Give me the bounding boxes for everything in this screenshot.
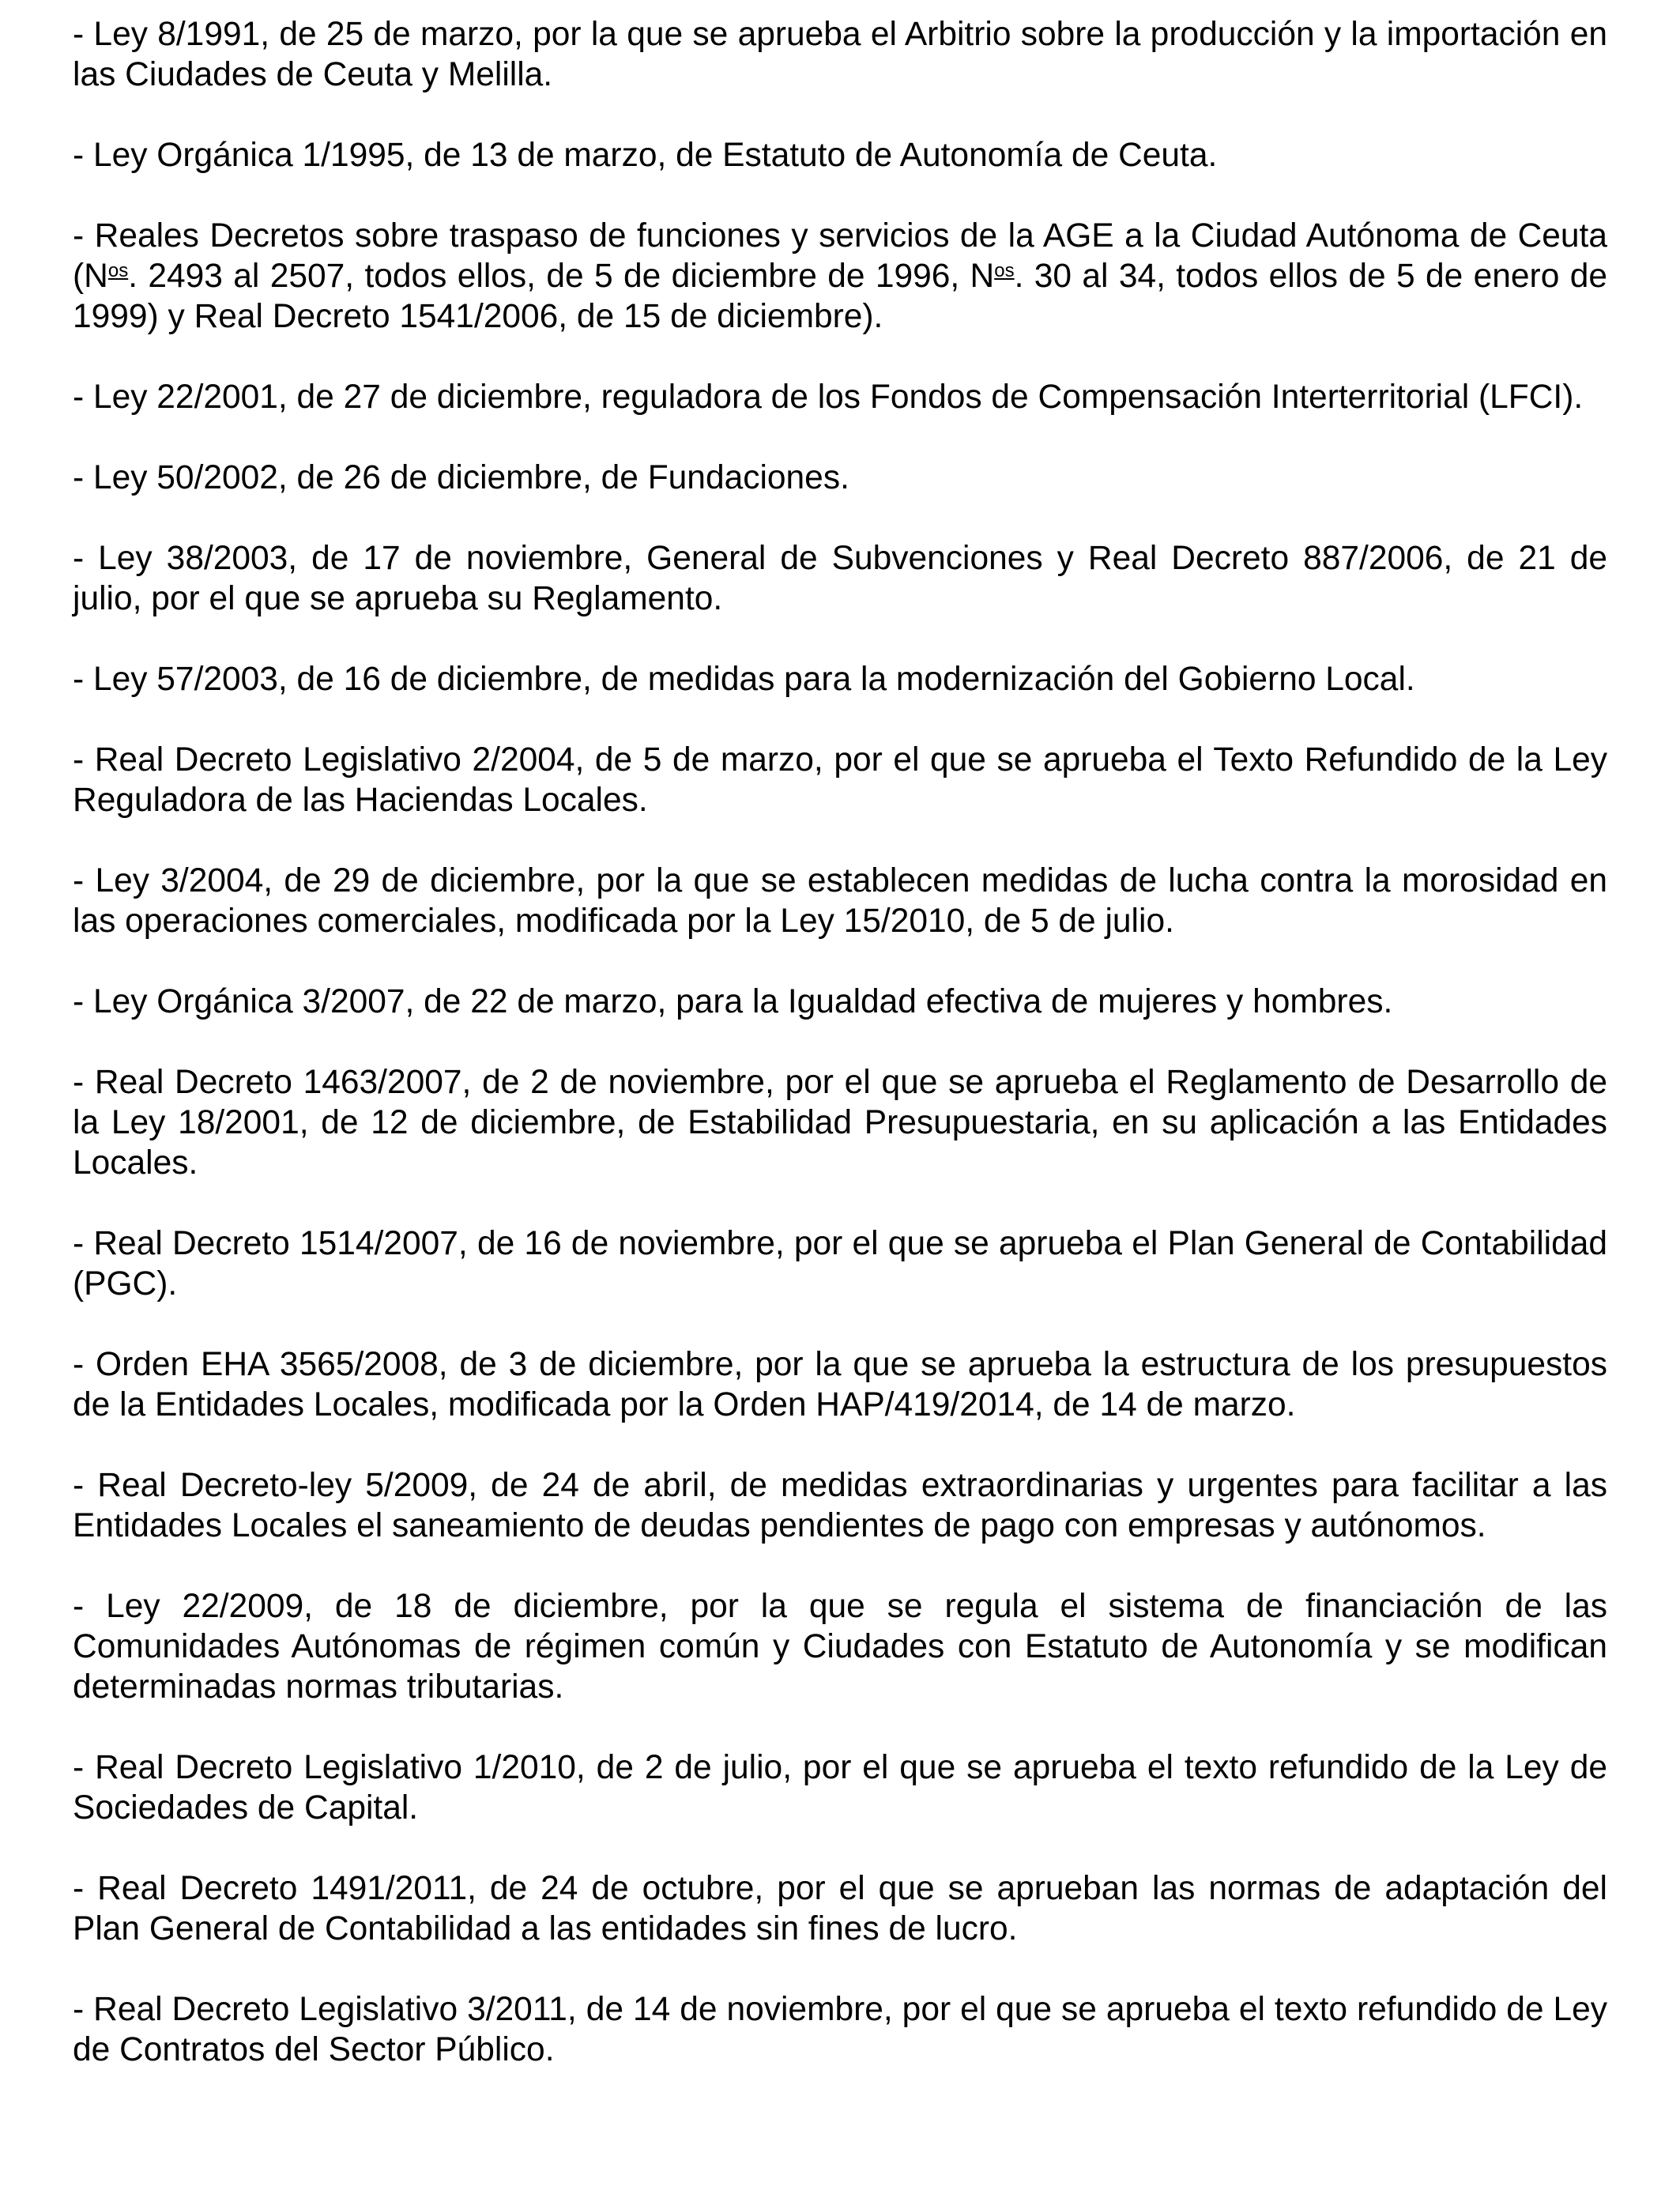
list-item: - Ley Orgánica 3/2007, de 22 de marzo, para la Igualdad efectiva de mujeres y hombres. <box>73 983 1393 1020</box>
list-item: - Real Decreto 1463/2007, de 2 de noviembre, por el que se aprueba el Reglamento de Desarrollo de la Ley 18/2001, de 12 de diciembre, de Estabilidad Presupuestaria, en su aplicación a las Entidades Locales. <box>73 1064 1607 1182</box>
list-item: - Ley 8/1991, de 25 de marzo, por la que se aprueba el Arbitrio sobre la producción y la importación en las Ciudades de Ceuta y Melilla. <box>73 16 1607 93</box>
list-item: - Ley 22/2001, de 27 de diciembre, reguladora de los Fondos de Compensación Interterritorial (LFCI). <box>73 379 1584 416</box>
list-item: - Ley 50/2002, de 26 de diciembre, de Fundaciones. <box>73 459 849 496</box>
list-item: - Orden EHA 3565/2008, de 3 de diciembre, por la que se aprueba la estructura de los presupuestos de la Entidades Locales, modificada por la Orden HAP/419/2014, de 14 de marzo. <box>73 1346 1607 1423</box>
list-item: - Real Decreto Legislativo 1/2010, de 2 de julio, por el que se aprueba el texto refundido de la Ley de Sociedades de Capital. <box>73 1749 1607 1826</box>
list-item: - Ley Orgánica 1/1995, de 13 de marzo, de Estatuto de Autonomía de Ceuta. <box>73 137 1218 174</box>
list-item: - Ley 3/2004, de 29 de diciembre, por la que se establecen medidas de lucha contra la morosidad en las operaciones comerciales, modificada por la Ley 15/2010, de 5 de julio. <box>73 862 1607 940</box>
list-item: - Real Decreto 1491/2011, de 24 de octubre, por el que se aprueban las normas de adaptación del Plan General de Contabilidad a las entidades sin fines de lucro. <box>73 1870 1607 1947</box>
list-item <box>73 216 1607 337</box>
list-item: - Real Decreto Legislativo 2/2004, de 5 de marzo, por el que se aprueba el Texto Refundido de la Ley Reguladora de las Haciendas Locales. <box>73 741 1607 819</box>
list-item-text: . 30 al 34, todos ellos de 5 de enero de 1999) y Real Decreto 1541/2006, de 15 de diciembre). <box>73 258 1607 335</box>
superscript: os <box>107 259 129 281</box>
list-item: - Real Decreto-ley 5/2009, de 24 de abril, de medidas extraordinarias y urgentes para facilitar a las Entidades Locales el saneamiento de deudas pendientes de pago con empresas y autónomos. <box>73 1467 1607 1544</box>
list-item: - Real Decreto 1514/2007, de 16 de noviembre, por el que se aprueba el Plan General de Contabilidad (PGC). <box>73 1225 1607 1302</box>
list-item: - Real Decreto Legislativo 3/2011, de 14 de noviembre, por el que se aprueba el texto refundido de Ley de Contratos del Sector Público. <box>73 1991 1607 2068</box>
list-item: - Ley 38/2003, de 17 de noviembre, General de Subvenciones y Real Decreto 887/2006, de 21 de julio, por el que se aprueba su Reglamento. <box>73 540 1607 617</box>
list-item-text: . 2493 al 2507, todos ellos, de 5 de diciembre de 1996, N <box>128 258 995 295</box>
list-item: - Ley 22/2009, de 18 de diciembre, por la que se regula el sistema de financiación de las Comunidades Autónomas de régimen común y Ciudades con Estatuto de Autonomía y se modifican determinadas normas tributarias. <box>73 1588 1607 1706</box>
superscript: os <box>994 259 1015 281</box>
list-item: - Ley 57/2003, de 16 de diciembre, de medidas para la modernización del Gobierno Local. <box>73 661 1415 698</box>
list-item-text: - Reales Decretos sobre traspaso de funciones y servicios de la AGE a la Ciudad Autónoma de Ceuta (N <box>73 217 1607 295</box>
document-page <box>73 14 1607 2070</box>
